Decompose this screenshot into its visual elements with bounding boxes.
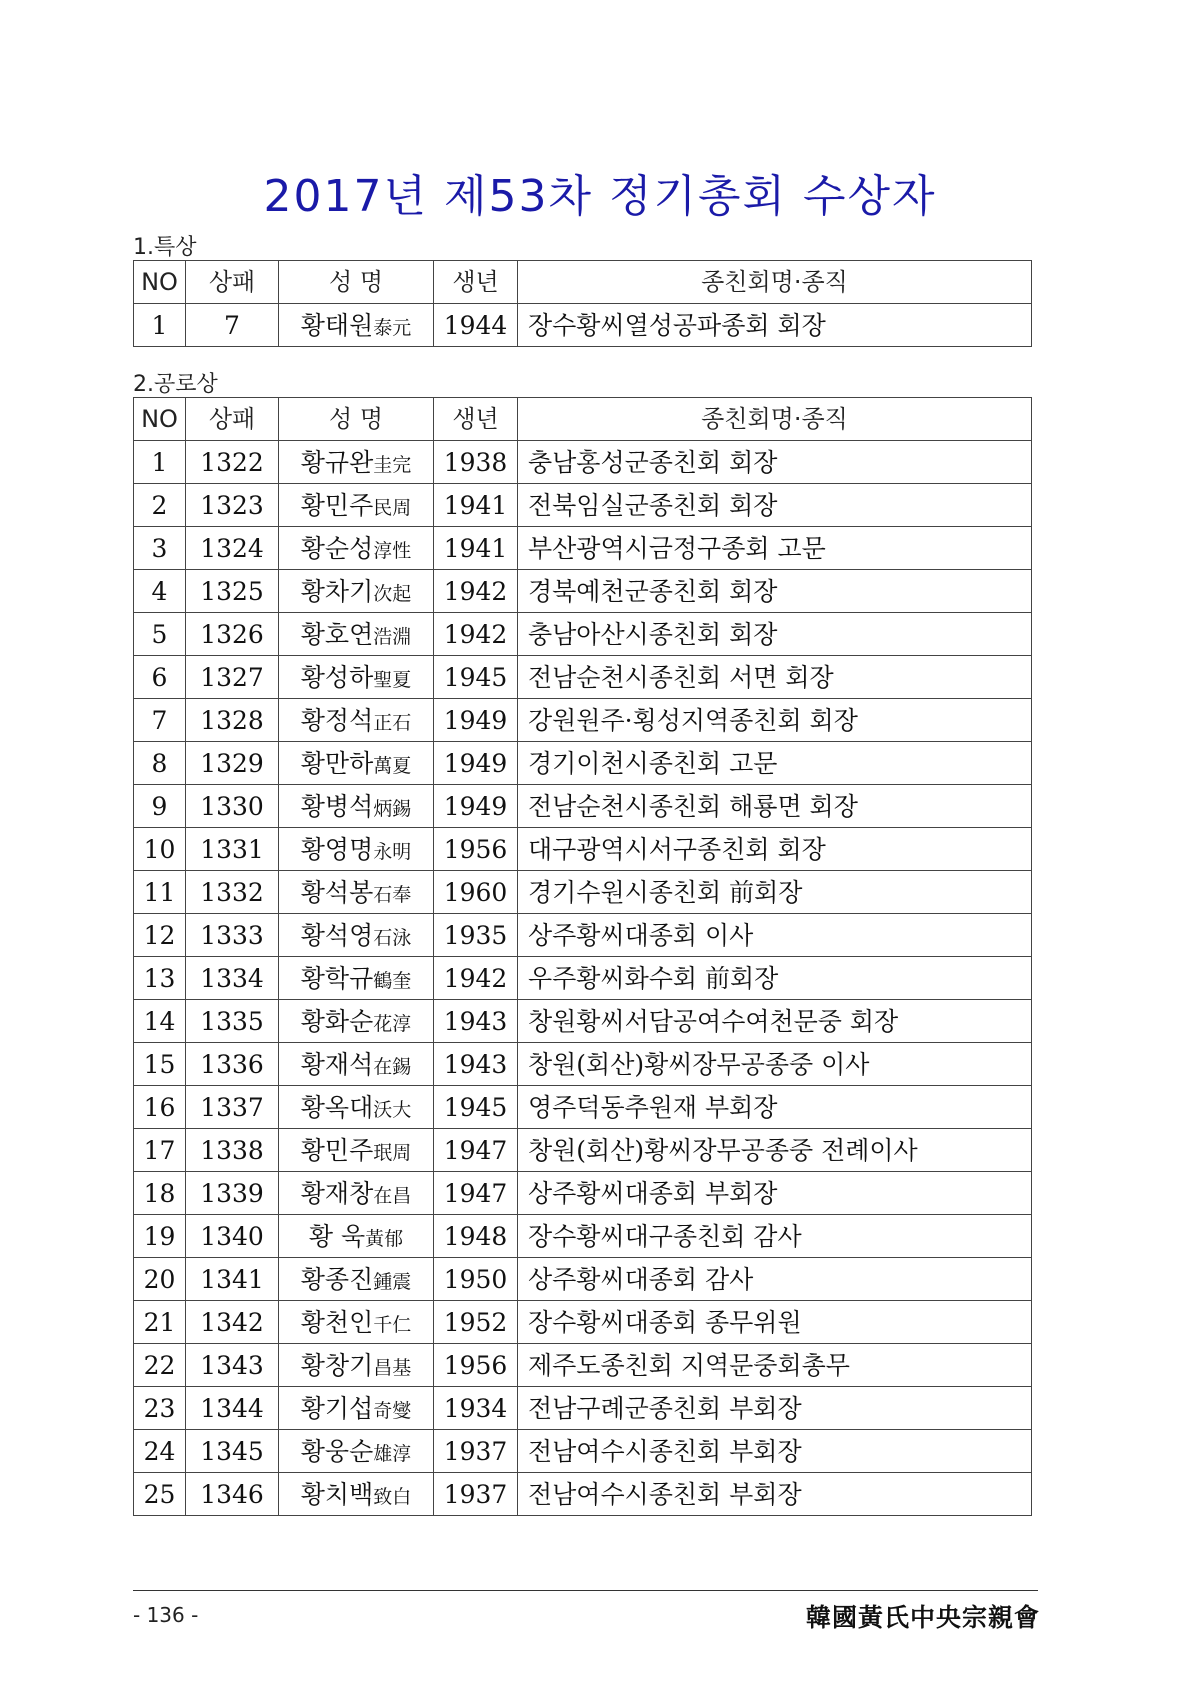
recipient-name xyxy=(279,914,434,957)
row-number: 9 xyxy=(134,785,186,828)
row-number: 19 xyxy=(134,1215,186,1258)
table-row xyxy=(134,1043,1032,1086)
recipient-name xyxy=(279,656,434,699)
name-hanja: 珉周 xyxy=(373,1141,412,1164)
name-hanja: 正石 xyxy=(373,711,412,734)
row-number: 10 xyxy=(134,828,186,871)
table-row xyxy=(134,1215,1032,1258)
row-number: 4 xyxy=(134,570,186,613)
plaque-number: 1345 xyxy=(186,1430,279,1473)
birth-year: 1952 xyxy=(434,1301,518,1344)
clan-position: 장수황씨대종회 종무위원 xyxy=(518,1301,1032,1344)
clan-position: 상주황씨대종회 감사 xyxy=(518,1258,1032,1301)
row-number: 2 xyxy=(134,484,186,527)
plaque-number: 1328 xyxy=(186,699,279,742)
birth-year: 1945 xyxy=(434,1086,518,1129)
plaque-number: 1344 xyxy=(186,1387,279,1430)
name-hangul: 황영명 xyxy=(300,834,374,864)
clan-position: 충남홍성군종친회 회장 xyxy=(518,441,1032,484)
birth-year: 1947 xyxy=(434,1172,518,1215)
table-row xyxy=(134,699,1032,742)
plaque-number: 1324 xyxy=(186,527,279,570)
plaque-number: 1335 xyxy=(186,1000,279,1043)
name-hanja: 黃郁 xyxy=(365,1227,404,1250)
birth-year: 1949 xyxy=(434,785,518,828)
page-title: 2017년 제53차 정기총회 수상자 xyxy=(263,171,937,222)
clan-position: 강원원주·횡성지역종친회 회장 xyxy=(518,699,1032,742)
row-number: 21 xyxy=(134,1301,186,1344)
table-row xyxy=(134,484,1032,527)
row-number: 18 xyxy=(134,1172,186,1215)
name-hangul: 황기섭 xyxy=(300,1393,374,1423)
table-row xyxy=(134,570,1032,613)
birth-year: 1942 xyxy=(434,613,518,656)
row-number: 11 xyxy=(134,871,186,914)
birth-year: 1956 xyxy=(434,1344,518,1387)
name-hanja: 花淳 xyxy=(373,1012,412,1035)
row-number: 25 xyxy=(134,1473,186,1516)
name-hanja: 在昌 xyxy=(373,1184,412,1207)
page-number: - 136 - xyxy=(133,1603,199,1627)
table-row xyxy=(134,828,1032,871)
recipient-name xyxy=(279,1258,434,1301)
name-hanja: 千仁 xyxy=(373,1313,412,1336)
plaque-number: 1330 xyxy=(186,785,279,828)
name-hanja: 圭完 xyxy=(373,453,412,476)
table-header-row xyxy=(134,398,1032,441)
name-hangul: 황규완 xyxy=(300,447,374,477)
row-number: 1 xyxy=(134,441,186,484)
clan-position: 전남순천시종친회 해룡면 회장 xyxy=(518,785,1032,828)
table-row xyxy=(134,1344,1032,1387)
row-number: 8 xyxy=(134,742,186,785)
name-hanja: 萬夏 xyxy=(373,754,412,777)
birth-year: 1943 xyxy=(434,1000,518,1043)
recipient-name xyxy=(279,828,434,871)
row-number: 22 xyxy=(134,1344,186,1387)
clan-position: 부산광역시금정구종회 고문 xyxy=(518,527,1032,570)
clan-position: 상주황씨대종회 이사 xyxy=(518,914,1032,957)
row-number: 14 xyxy=(134,1000,186,1043)
name-hanja: 沃大 xyxy=(373,1098,412,1121)
table-row xyxy=(134,1086,1032,1129)
clan-position: 창원(회산)황씨장무공종중 이사 xyxy=(518,1043,1032,1086)
name-hanja: 次起 xyxy=(373,582,412,605)
clan-position: 전남여수시종친회 부회장 xyxy=(518,1473,1032,1516)
header-org: 종친회명·종직 xyxy=(518,261,1032,304)
recipient-name xyxy=(279,957,434,1000)
name-hanja: 石泳 xyxy=(373,926,412,949)
table-row xyxy=(134,656,1032,699)
clan-position: 상주황씨대종회 부회장 xyxy=(518,1172,1032,1215)
birth-year: 1938 xyxy=(434,441,518,484)
table-row xyxy=(134,957,1032,1000)
clan-position: 제주도종친회 지역문중회총무 xyxy=(518,1344,1032,1387)
name-hangul: 황성하 xyxy=(300,662,374,692)
recipient-name xyxy=(279,1129,434,1172)
name-hanja: 石奉 xyxy=(373,883,412,906)
clan-position: 전북임실군종친회 회장 xyxy=(518,484,1032,527)
row-number: 7 xyxy=(134,699,186,742)
plaque-number: 1334 xyxy=(186,957,279,1000)
special-award-table xyxy=(133,260,1032,347)
recipient-name xyxy=(279,1215,434,1258)
name-hangul: 황천인 xyxy=(300,1307,374,1337)
birth-year: 1960 xyxy=(434,871,518,914)
header-plaque: 상패 xyxy=(186,261,279,304)
plaque-number: 1333 xyxy=(186,914,279,957)
plaque-number: 1341 xyxy=(186,1258,279,1301)
name-hangul: 황태원 xyxy=(300,310,374,340)
name-hanja: 浩淵 xyxy=(373,625,412,648)
recipient-name xyxy=(279,1301,434,1344)
clan-position: 장수황씨대구종친회 감사 xyxy=(518,1215,1032,1258)
recipient-name xyxy=(279,484,434,527)
name-hangul: 황민주 xyxy=(300,1135,374,1165)
table-header-row xyxy=(134,261,1032,304)
name-hangul: 황 욱 xyxy=(308,1221,366,1251)
name-hangul: 황호연 xyxy=(300,619,374,649)
plaque-number: 1346 xyxy=(186,1473,279,1516)
birth-year: 1935 xyxy=(434,914,518,957)
birth-year: 1944 xyxy=(434,304,518,347)
name-hangul: 황재석 xyxy=(300,1049,374,1079)
header-year: 생년 xyxy=(434,398,518,441)
table-row xyxy=(134,613,1032,656)
table-row xyxy=(134,1129,1032,1172)
name-hanja: 鶴奎 xyxy=(373,969,412,992)
birth-year: 1937 xyxy=(434,1473,518,1516)
plaque-number: 7 xyxy=(186,304,279,347)
recipient-name xyxy=(279,699,434,742)
birth-year: 1934 xyxy=(434,1387,518,1430)
plaque-number: 1342 xyxy=(186,1301,279,1344)
name-hangul: 황정석 xyxy=(300,705,374,735)
clan-position: 경기수원시종친회 前회장 xyxy=(518,871,1032,914)
header-plaque: 상패 xyxy=(186,398,279,441)
table-row xyxy=(134,441,1032,484)
name-hanja: 昌基 xyxy=(373,1356,412,1379)
birth-year: 1941 xyxy=(434,527,518,570)
recipient-name xyxy=(279,1473,434,1516)
clan-position: 영주덕동추원재 부회장 xyxy=(518,1086,1032,1129)
clan-position: 경북예천군종친회 회장 xyxy=(518,570,1032,613)
birth-year: 1956 xyxy=(434,828,518,871)
name-hangul: 황치백 xyxy=(300,1479,374,1509)
special-award-rows xyxy=(134,304,1032,347)
table-row xyxy=(134,1473,1032,1516)
recipient-name xyxy=(279,441,434,484)
table-row xyxy=(134,785,1032,828)
name-hanja: 炳錫 xyxy=(373,797,412,820)
name-hangul: 황석영 xyxy=(300,920,374,950)
clan-position: 전남구례군종친회 부회장 xyxy=(518,1387,1032,1430)
recipient-name xyxy=(279,613,434,656)
name-hanja: 民周 xyxy=(373,496,412,519)
plaque-number: 1338 xyxy=(186,1129,279,1172)
clan-position: 전남순천시종친회 서면 회장 xyxy=(518,656,1032,699)
section-label-merit: 2.공로상 xyxy=(133,372,218,397)
recipient-name xyxy=(279,1387,434,1430)
clan-position: 경기이천시종친회 고문 xyxy=(518,742,1032,785)
recipient-name xyxy=(279,1043,434,1086)
plaque-number: 1336 xyxy=(186,1043,279,1086)
table-row xyxy=(134,1258,1032,1301)
row-number: 6 xyxy=(134,656,186,699)
recipient-name xyxy=(279,1000,434,1043)
plaque-number: 1339 xyxy=(186,1172,279,1215)
plaque-number: 1343 xyxy=(186,1344,279,1387)
birth-year: 1949 xyxy=(434,742,518,785)
row-number: 13 xyxy=(134,957,186,1000)
name-hangul: 황재창 xyxy=(300,1178,374,1208)
plaque-number: 1322 xyxy=(186,441,279,484)
plaque-number: 1323 xyxy=(186,484,279,527)
birth-year: 1937 xyxy=(434,1430,518,1473)
plaque-number: 1332 xyxy=(186,871,279,914)
birth-year: 1947 xyxy=(434,1129,518,1172)
row-number: 23 xyxy=(134,1387,186,1430)
row-number: 16 xyxy=(134,1086,186,1129)
section-label-special: 1.특상 xyxy=(133,235,197,260)
footer-divider xyxy=(133,1590,1038,1591)
row-number: 1 xyxy=(134,304,186,347)
clan-position: 장수황씨열성공파종회 회장 xyxy=(518,304,1032,347)
name-hanja: 雄淳 xyxy=(373,1442,412,1465)
plaque-number: 1337 xyxy=(186,1086,279,1129)
name-hanja: 鍾震 xyxy=(373,1270,412,1293)
row-number: 17 xyxy=(134,1129,186,1172)
birth-year: 1949 xyxy=(434,699,518,742)
row-number: 15 xyxy=(134,1043,186,1086)
recipient-name xyxy=(279,1430,434,1473)
name-hangul: 황화순 xyxy=(300,1006,374,1036)
header-org: 종친회명·종직 xyxy=(518,398,1032,441)
name-hangul: 황웅순 xyxy=(300,1436,374,1466)
table-row xyxy=(134,304,1032,347)
row-number: 5 xyxy=(134,613,186,656)
recipient-name xyxy=(279,1172,434,1215)
name-hanja: 永明 xyxy=(373,840,412,863)
row-number: 24 xyxy=(134,1430,186,1473)
table-row xyxy=(134,742,1032,785)
table-row xyxy=(134,1301,1032,1344)
row-number: 3 xyxy=(134,527,186,570)
table-row xyxy=(134,914,1032,957)
name-hanja: 奇燮 xyxy=(373,1399,412,1422)
table-row xyxy=(134,871,1032,914)
recipient-name xyxy=(279,304,434,347)
clan-position: 충남아산시종친회 회장 xyxy=(518,613,1032,656)
birth-year: 1941 xyxy=(434,484,518,527)
table-row xyxy=(134,1430,1032,1473)
header-no: NO xyxy=(134,398,186,441)
row-number: 12 xyxy=(134,914,186,957)
name-hangul: 황병석 xyxy=(300,791,374,821)
name-hanja: 聖夏 xyxy=(373,668,412,691)
clan-position: 창원(회산)황씨장무공종중 전례이사 xyxy=(518,1129,1032,1172)
header-no: NO xyxy=(134,261,186,304)
clan-position: 전남여수시종친회 부회장 xyxy=(518,1430,1032,1473)
name-hanja: 泰元 xyxy=(373,316,412,339)
birth-year: 1942 xyxy=(434,957,518,1000)
clan-position: 우주황씨화수회 前회장 xyxy=(518,957,1032,1000)
table-row xyxy=(134,1387,1032,1430)
recipient-name xyxy=(279,1086,434,1129)
table-row xyxy=(134,527,1032,570)
recipient-name xyxy=(279,871,434,914)
clan-position: 대구광역시서구종친회 회장 xyxy=(518,828,1032,871)
name-hangul: 황민주 xyxy=(300,490,374,520)
plaque-number: 1329 xyxy=(186,742,279,785)
merit-award-table xyxy=(133,397,1032,1516)
plaque-number: 1325 xyxy=(186,570,279,613)
header-name: 성 명 xyxy=(279,398,434,441)
name-hanja: 在錫 xyxy=(373,1055,412,1078)
row-number: 20 xyxy=(134,1258,186,1301)
name-hangul: 황종진 xyxy=(300,1264,374,1294)
name-hangul: 황차기 xyxy=(300,576,374,606)
name-hangul: 황만하 xyxy=(300,748,374,778)
birth-year: 1945 xyxy=(434,656,518,699)
table-row xyxy=(134,1000,1032,1043)
header-name: 성 명 xyxy=(279,261,434,304)
merit-award-rows xyxy=(134,441,1032,1516)
recipient-name xyxy=(279,527,434,570)
name-hangul: 황학규 xyxy=(300,963,374,993)
name-hangul: 황석봉 xyxy=(300,877,374,907)
birth-year: 1950 xyxy=(434,1258,518,1301)
name-hangul: 황창기 xyxy=(300,1350,374,1380)
table-row xyxy=(134,1172,1032,1215)
plaque-number: 1331 xyxy=(186,828,279,871)
plaque-number: 1326 xyxy=(186,613,279,656)
recipient-name xyxy=(279,742,434,785)
recipient-name xyxy=(279,1344,434,1387)
recipient-name xyxy=(279,570,434,613)
organization-name: 韓國黃氏中央宗親會 xyxy=(805,1603,1040,1632)
name-hangul: 황순성 xyxy=(300,533,374,563)
recipient-name xyxy=(279,785,434,828)
birth-year: 1943 xyxy=(434,1043,518,1086)
clan-position: 창원황씨서담공여수여천문중 회장 xyxy=(518,1000,1032,1043)
header-year: 생년 xyxy=(434,261,518,304)
birth-year: 1942 xyxy=(434,570,518,613)
name-hanja: 淳性 xyxy=(373,539,412,562)
name-hangul: 황옥대 xyxy=(300,1092,374,1122)
plaque-number: 1327 xyxy=(186,656,279,699)
birth-year: 1948 xyxy=(434,1215,518,1258)
name-hanja: 致白 xyxy=(373,1485,412,1508)
plaque-number: 1340 xyxy=(186,1215,279,1258)
